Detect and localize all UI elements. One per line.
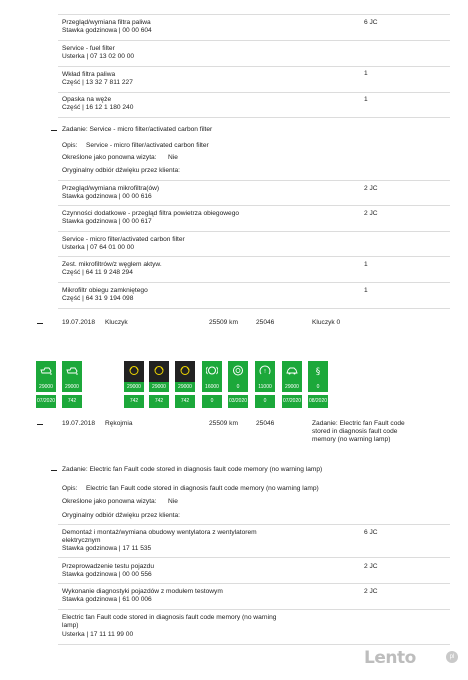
row-title: Mikrofiltr obiegu zamkniętego [62, 287, 148, 294]
badge-date: 742 [175, 395, 195, 408]
collapse-toggle[interactable] [51, 470, 57, 471]
row-title: Service - fuel filter [62, 45, 115, 52]
service-badge [36, 361, 56, 409]
repeat-visit-value: Nie [168, 154, 178, 161]
row-qty: 1 [364, 287, 368, 294]
row-code: Usterka | 07 64 01 00 00 [62, 244, 135, 251]
badge-icon-area [62, 361, 82, 382]
row-code: Stawka godzinowa | 00 00 604 [62, 27, 152, 34]
row-qty: 1 [364, 70, 368, 77]
repeat-visit-label: Określone jako ponowna wizyta: [62, 498, 157, 505]
visit-km: 25509 km [209, 420, 238, 427]
visit-extra: Kluczyk 0 [312, 319, 341, 326]
lento-watermark: Lento [364, 648, 416, 668]
badge-value: 0 [308, 382, 328, 392]
badge-value: 29000 [149, 382, 169, 392]
task-opis-label: Opis: [62, 142, 78, 149]
badge-icon-area [308, 361, 328, 382]
repeat-visit-value: Nie [168, 498, 178, 505]
row-title: Wkład filtra paliwa [62, 71, 116, 78]
visit-date: 19.07.2018 [62, 319, 96, 326]
service-badge [308, 361, 328, 409]
badge-date: 742 [149, 395, 169, 408]
service-badge [124, 361, 144, 409]
row-code: Usterka | 17 11 11 99 00 [62, 631, 134, 638]
service-badge [228, 361, 248, 409]
row-qty: 2 JC [364, 210, 378, 217]
visit-extra: stored in diagnosis fault code [312, 428, 398, 435]
badge-icon-area [149, 361, 169, 384]
visit-number: 25046 [256, 420, 275, 427]
service-badge [175, 361, 195, 409]
svg-text:!: ! [263, 369, 267, 375]
row-qty: 1 [364, 261, 368, 268]
visit-number: 25046 [256, 319, 275, 326]
row-qty: 6 JC [364, 19, 378, 26]
badge-value: 16000 [202, 382, 222, 392]
visit-extra: memory (no warning lamp) [312, 436, 391, 443]
row-code: Stawka godzinowa | 00 00 617 [62, 218, 152, 225]
collapse-toggle[interactable] [37, 424, 43, 425]
service-badge [62, 361, 82, 409]
badge-icon-area [255, 361, 275, 382]
row-qty: 2 JC [364, 563, 378, 570]
badge-icon-area [175, 361, 195, 384]
task-opis-label: Opis: [62, 485, 78, 492]
badge-date: 07/2020 [282, 395, 302, 408]
row-title: Service - micro filter/activated carbon filter [62, 236, 185, 243]
collapse-toggle[interactable] [51, 130, 57, 131]
row-title-cont: elektrycznym [62, 537, 101, 544]
service-badge [202, 361, 222, 409]
row-code: Część | 64 11 9 248 294 [62, 269, 133, 276]
row-code: Usterka | 07 13 02 00 00 [62, 53, 135, 60]
badge-value: 29000 [36, 382, 56, 392]
row-title: Wykonanie diagnostyki pojazdów z modułem testowym [62, 588, 223, 595]
row-title: Przegląd/wymiana filtra paliwa [62, 19, 151, 26]
row-code: Część | 13 32 7 811 227 [62, 79, 133, 86]
row-qty: 2 JC [364, 588, 378, 595]
service-badge [149, 361, 169, 409]
row-title: Przegląd/wymiana mikrofiltra(ów) [62, 185, 160, 192]
badge-date: 742 [62, 395, 82, 408]
row-qty: 2 JC [364, 185, 378, 192]
row-code: Stawka godzinowa | 00 00 616 [62, 193, 152, 200]
badge-value: 29000 [124, 382, 144, 392]
badge-value: 29000 [175, 382, 195, 392]
row-title-cont: lamp) [62, 622, 79, 629]
service-badge [282, 361, 302, 409]
row-code: Część | 16 12 1 180 240 [62, 104, 134, 111]
badge-date: 08/2020 [308, 395, 328, 408]
lento-pl-badge: pl [446, 651, 458, 663]
badge-icon-area [282, 361, 302, 382]
task-opis: Service - micro filter/activated carbon filter [86, 142, 209, 149]
visit-type: Rękojmia [105, 420, 133, 427]
row-code: Stawka godzinowa | 17 11 535 [62, 545, 152, 552]
row-title: Electric fan Fault code stored in diagnosis fault code memory (no warning [62, 614, 277, 621]
badge-icon-area [36, 361, 56, 382]
visit-type: Kluczyk [105, 319, 128, 326]
row-title: Zest. mikrofiltrów/z węglem aktyw. [62, 261, 162, 268]
row-code: Część | 64 31 9 194 098 [62, 295, 134, 302]
repeat-visit-label: Określone jako ponowna wizyta: [62, 154, 157, 161]
row-title: Czynności dodatkowe - przegląd filtra powietrza obiegowego [62, 210, 240, 217]
collapse-toggle[interactable] [37, 323, 43, 324]
badge-icon-area [228, 361, 248, 382]
badge-value: 29000 [282, 382, 302, 392]
row-qty: 1 [364, 96, 368, 103]
sound-label: Oryginalny odbiór dźwięku przez klienta: [62, 167, 181, 174]
badge-icon-area [202, 361, 222, 382]
visit-date: 19.07.2018 [62, 420, 96, 427]
service-badge [255, 361, 275, 409]
badge-value: 29000 [62, 382, 82, 392]
visit-km: 25509 km [209, 319, 238, 326]
badge-value: 0 [228, 382, 248, 392]
badge-date: 07/2020 [36, 395, 56, 408]
row-title: Przeprowadzenie testu pojazdu [62, 563, 155, 570]
badge-date: 03/2020 [228, 395, 248, 408]
badge-value: 11000 [255, 382, 275, 392]
row-qty: 6 JC [364, 529, 378, 536]
task-opis: Electric fan Fault code stored in diagnosis fault code memory (no warning lamp) [86, 485, 319, 492]
visit-extra: Zadanie: Electric fan Fault code [312, 420, 405, 427]
svg-text:§: § [315, 367, 321, 376]
badge-date: 742 [124, 395, 144, 408]
task-header: Zadanie: Electric fan Fault code stored in diagnosis fault code memory (no warning lamp) [62, 466, 323, 473]
badge-icon-area [124, 361, 144, 384]
sound-label: Oryginalny odbiór dźwięku przez klienta: [62, 512, 181, 519]
task-header: Zadanie: Service - micro filter/activated carbon filter [62, 126, 213, 133]
badge-date: 0 [255, 395, 275, 408]
row-code: Stawka godzinowa | 61 00 006 [62, 596, 152, 603]
row-title: Opaska na węże [62, 96, 112, 103]
badge-date: 0 [202, 395, 222, 408]
row-title: Demontaż i montaż/wymiana obudowy wentylatora z wentylatorem [62, 529, 257, 536]
row-code: Stawka godzinowa | 00 00 556 [62, 571, 152, 578]
